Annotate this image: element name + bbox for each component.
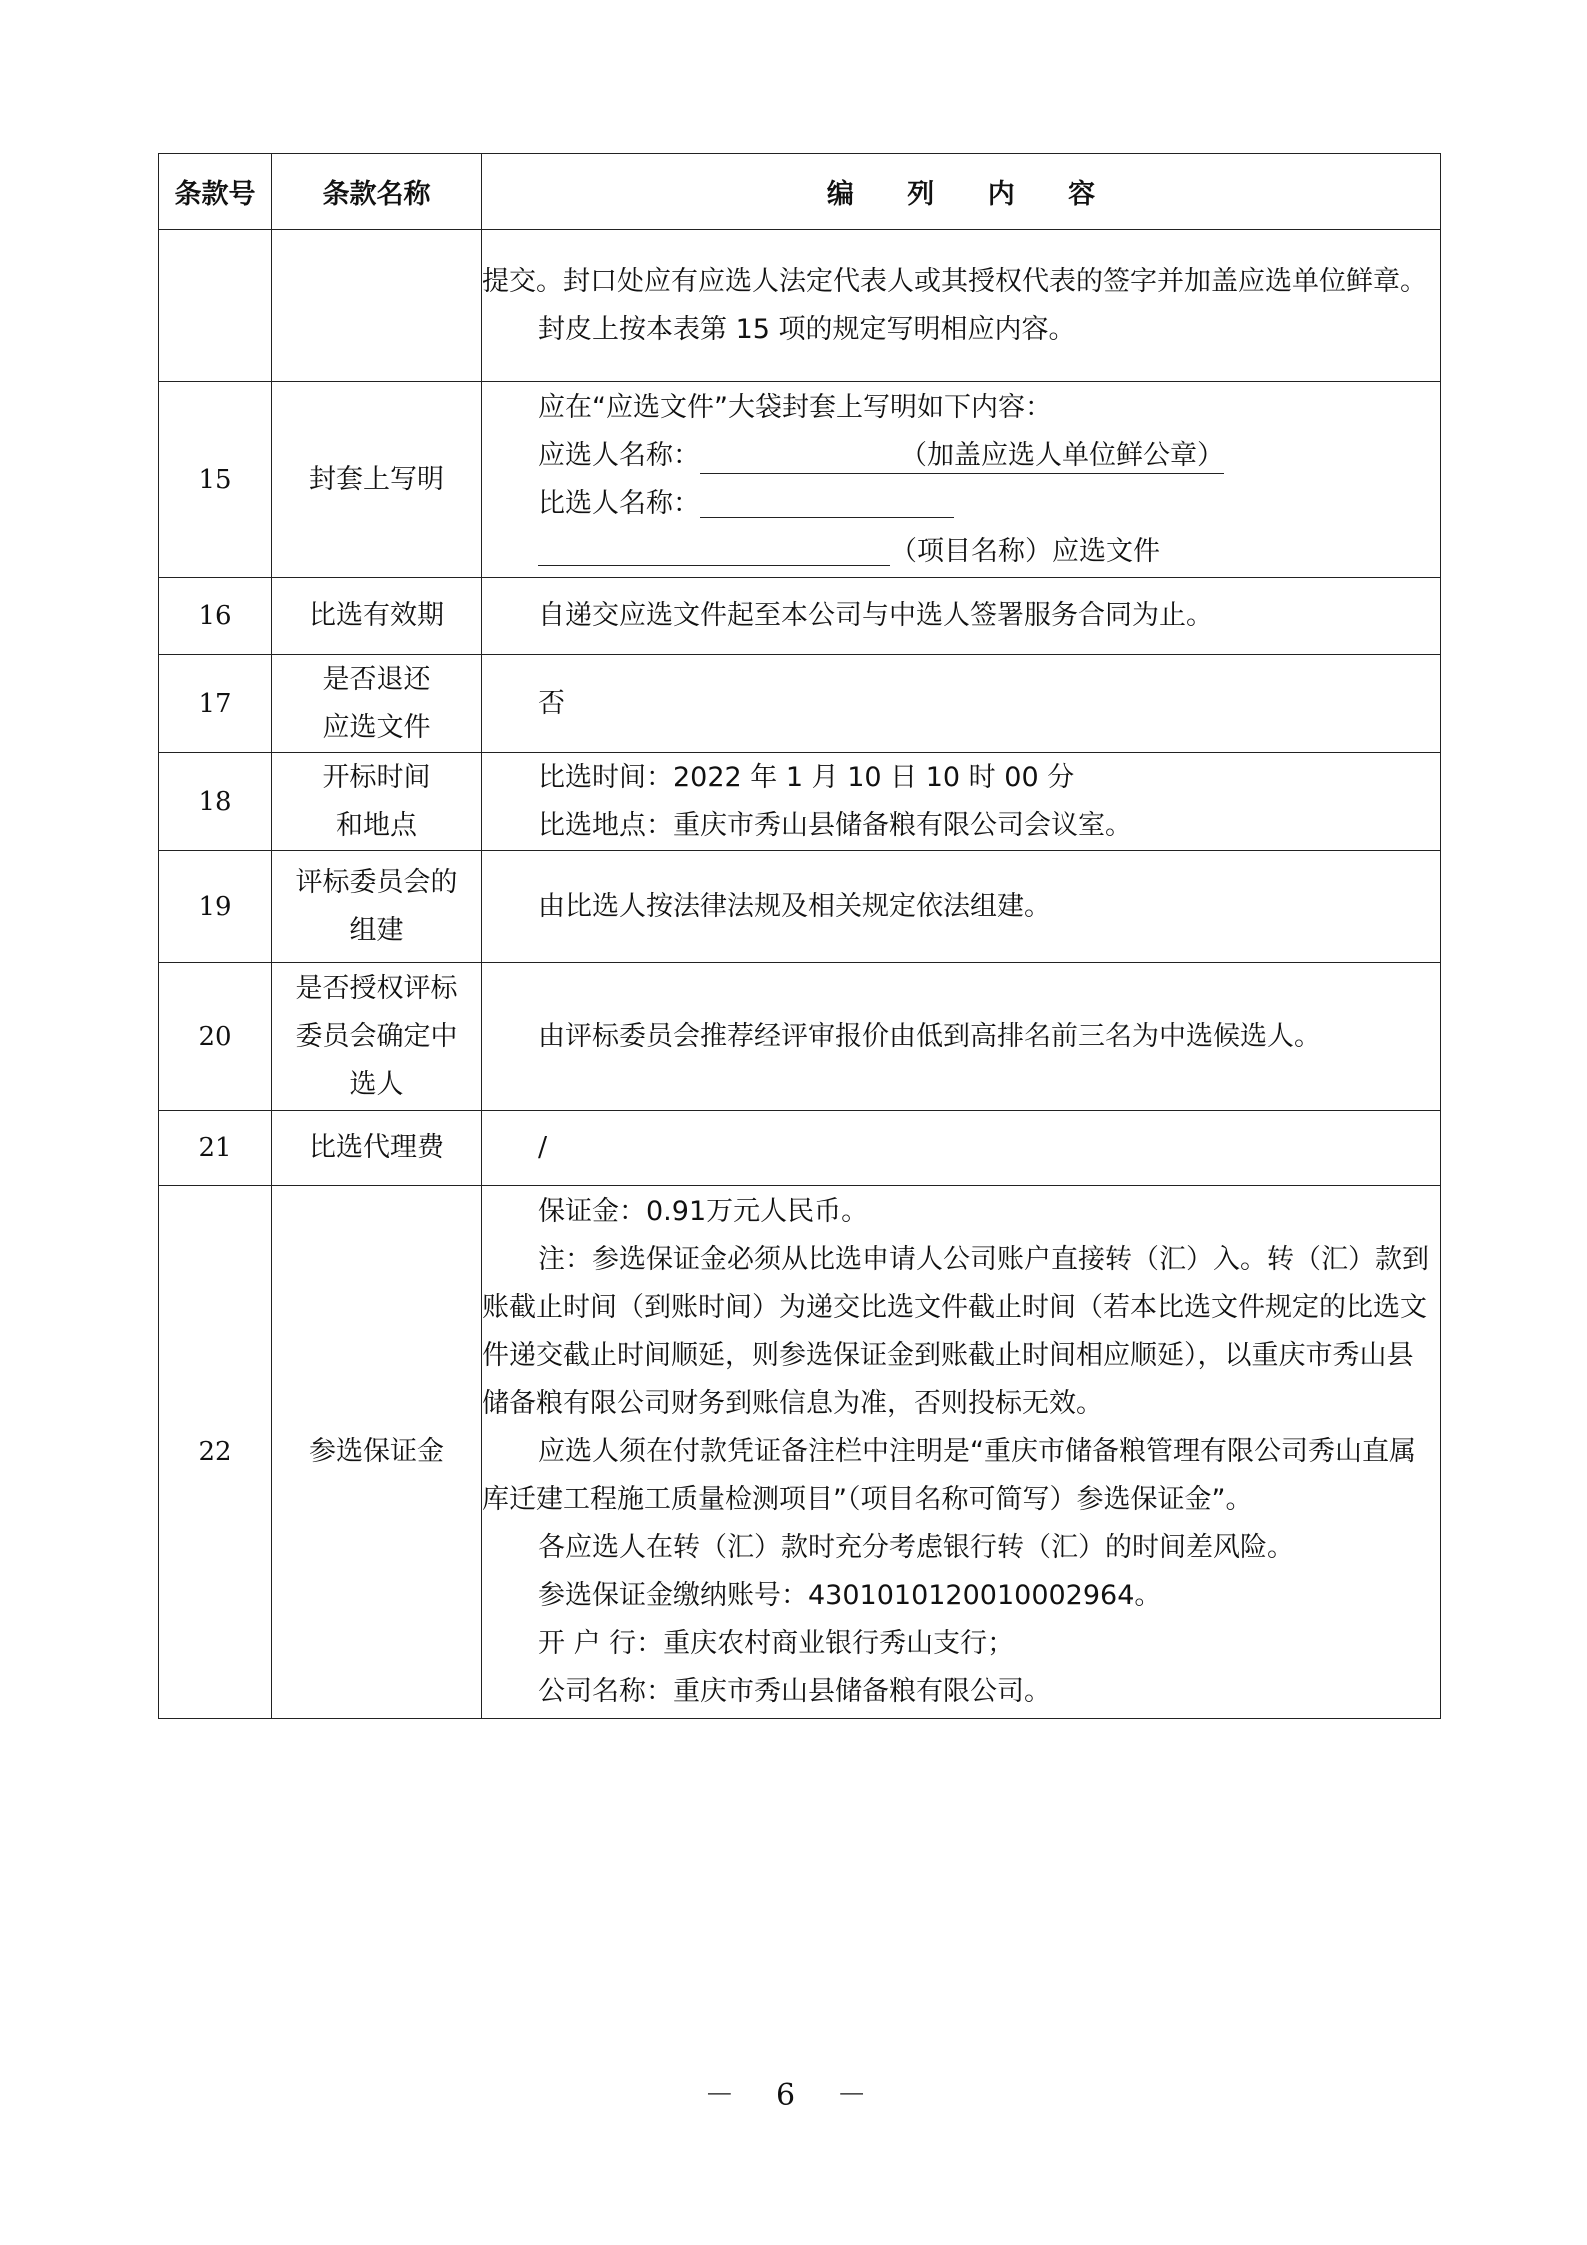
clause-no: 16 — [159, 578, 272, 655]
clause-no: 21 — [159, 1111, 272, 1186]
header-content — [482, 154, 1441, 230]
applicant-label: 应选人名称： — [538, 439, 700, 471]
clause-name — [272, 753, 482, 851]
bidder-blank — [700, 481, 954, 518]
clause-name-cell — [272, 230, 482, 382]
clause-no: 20 — [159, 963, 272, 1111]
clause-name-text: 是否退还应选文件 — [322, 663, 431, 743]
clause-no: 19 — [159, 851, 272, 963]
applicant-blank — [700, 440, 1224, 474]
header-clause-no: 条款号 — [159, 154, 272, 230]
clause-content-cell — [482, 230, 1441, 382]
deposit-account: 参选保证金缴纳账号：4301010120010002964。 — [538, 1580, 1162, 1611]
clause-content — [482, 382, 1441, 578]
bidder-label: 比选人名称： — [538, 487, 700, 519]
agency-fee-text: / — [538, 1132, 548, 1163]
deposit-remark-requirement: 应选人须在付款凭证备注栏中注明是“重庆市储备粮管理有限公司秀山直属库迁建工程施工质量检测项目”（项目名称可简写）参选保证金”。 — [482, 1436, 1416, 1515]
table-header-row — [159, 154, 1441, 230]
page-number: － 6 － — [704, 2078, 883, 2113]
clause-content — [482, 963, 1441, 1111]
project-blank — [538, 529, 890, 566]
clause-name — [272, 963, 482, 1111]
clause-content — [482, 753, 1441, 851]
authorization-text: 由评标委员会推荐经评审报价由低到高排名前三名为中选候选人。 — [538, 1020, 1321, 1052]
table-row-16 — [159, 578, 1441, 655]
clause-name: 比选代理费 — [272, 1111, 482, 1186]
bidder-line — [482, 480, 1440, 528]
table-row-20 — [159, 963, 1441, 1111]
deposit-company: 公司名称：重庆市秀山县储备粮有限公司。 — [538, 1676, 1051, 1707]
table-row-continuation — [159, 230, 1441, 382]
clause-content — [482, 1186, 1441, 1719]
clause-name: 比选有效期 — [272, 578, 482, 655]
clause-content — [482, 1111, 1441, 1186]
clause-name-text: 评标委员会的组建 — [295, 866, 458, 946]
clause-name: 封套上写明 — [272, 382, 482, 578]
opening-time: 比选时间：2022 年 1 月 10 日 10 时 00 分 — [538, 761, 1075, 793]
deposit-amount: 保证金：0.91万元人民币。 — [538, 1196, 869, 1227]
deposit-note: 注：参选保证金必须从比选申请人公司账户直接转（汇）入。转（汇）款到账截止时间（到账时间）为递交比选文件截止时间（若本比选文件规定的比选文件递交截止时间顺延，则参选保证金到账截止时间相应顺延），以重庆市秀山县储备粮有限公司财务到账信息为准，否则投标无效。 — [482, 1244, 1429, 1419]
clause-no: 17 — [159, 655, 272, 753]
clause-name-text: 是否授权评标委员会确定中选人 — [295, 972, 458, 1100]
table-row-22 — [159, 1186, 1441, 1719]
project-line — [482, 528, 1440, 576]
clause-name — [272, 851, 482, 963]
envelope-intro: 应在“应选文件”大袋封套上写明如下内容： — [538, 391, 1052, 423]
clause-name-text: 开标时间和地点 — [322, 761, 431, 841]
deposit-bank: 开 户 行：重庆农村商业银行秀山支行； — [538, 1628, 1015, 1659]
header-content-label: 编 列 内 容 — [826, 179, 1118, 210]
clause-table — [158, 153, 1441, 1719]
return-text: 否 — [538, 687, 565, 719]
table-row-18 — [159, 753, 1441, 851]
table-row-15 — [159, 382, 1441, 578]
clause-no: 18 — [159, 753, 272, 851]
validity-text: 自递交应选文件起至本公司与中选人签署服务合同为止。 — [538, 600, 1213, 631]
clause-content — [482, 851, 1441, 963]
continuation-text: 提交。封口处应有应选人法定代表人或其授权代表的签字并加盖应选单位鲜章。 — [482, 265, 1427, 297]
header-clause-name: 条款名称 — [272, 154, 482, 230]
clause-content — [482, 578, 1441, 655]
applicant-line — [482, 432, 1440, 480]
deposit-risk-note: 各应选人在转（汇）款时充分考虑银行转（汇）的时间差风险。 — [538, 1532, 1294, 1563]
clause-no-cell — [159, 230, 272, 382]
table-row-17 — [159, 655, 1441, 753]
committee-text: 由比选人按法律法规及相关规定依法组建。 — [538, 890, 1051, 922]
table-row-21 — [159, 1111, 1441, 1186]
clause-no: 22 — [159, 1186, 272, 1719]
clause-name — [272, 655, 482, 753]
clause-content — [482, 655, 1441, 753]
continuation-note: 封皮上按本表第 15 项的规定写明相应内容。 — [538, 313, 1076, 345]
opening-place: 比选地点：重庆市秀山县储备粮有限公司会议室。 — [538, 809, 1132, 841]
project-note: （项目名称）应选文件 — [890, 535, 1160, 567]
applicant-blank-space — [700, 434, 900, 470]
clause-name: 参选保证金 — [272, 1186, 482, 1719]
applicant-note: （加盖应选人单位鲜公章） — [900, 439, 1224, 471]
clause-no: 15 — [159, 382, 272, 578]
table-row-19 — [159, 851, 1441, 963]
